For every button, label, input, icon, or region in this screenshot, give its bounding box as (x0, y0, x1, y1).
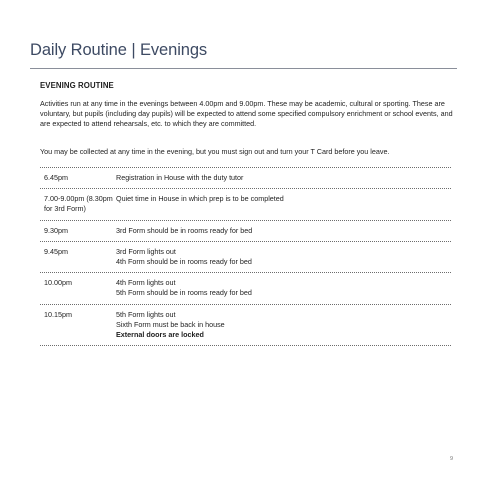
schedule-description-line: Quiet time in House in which prep is to be completed (116, 194, 284, 204)
schedule-description (116, 310, 451, 341)
schedule-description-line: 4th Form should be in rooms ready for bed (116, 257, 252, 267)
schedule-description-line: Registration in House with the duty tutor (116, 173, 244, 182)
schedule-description (116, 226, 451, 236)
schedule-description (116, 247, 451, 267)
schedule-time: 9.30pm (44, 225, 68, 235)
schedule-description-line: 3rd Form lights out (116, 246, 176, 256)
schedule-time: 10.15pm (44, 309, 72, 319)
schedule-table (40, 167, 451, 346)
schedule-description-line: 5th Form should be in rooms ready for bed (116, 288, 252, 298)
schedule-description-line: External doors are locked (116, 330, 204, 340)
schedule-row (40, 242, 451, 273)
schedule-description-line: 5th Form lights out (116, 309, 176, 319)
schedule-description-line: 4th Form lights out (116, 278, 176, 288)
schedule-description-line: Sixth Form must be back in house (116, 319, 225, 329)
schedule-description (116, 173, 451, 183)
schedule-time: 6.45pm (44, 173, 68, 182)
schedule-row (40, 189, 451, 220)
schedule-description (116, 278, 451, 298)
collection-paragraph: You may be collected at any time in the evening, but you must sign out and turn your T Card before you leave. (40, 147, 390, 156)
schedule-time: 7.00-9.00pm (8.30pm for 3rd Form) (44, 194, 113, 214)
schedule-row (40, 273, 451, 304)
page-number: 9 (450, 456, 454, 462)
schedule-row (40, 221, 451, 242)
intro-paragraph: Activities run at any time in the evenings between 4.00pm and 9.00pm. These may be academic, cultural or sporting. These are voluntary, but pupils (including day pupils) will be expected to attend some specified compulsory enrichment or school events, and are expected to attend rehearsals, etc. to which they are committed. (40, 99, 453, 129)
schedule-row (40, 168, 451, 189)
schedule-row (40, 305, 451, 347)
schedule-description-line: 3rd Form should be in rooms ready for bed (116, 225, 253, 235)
title-divider (30, 68, 457, 69)
page-title: Daily Routine | Evenings (30, 41, 208, 59)
schedule-time: 9.45pm (44, 246, 68, 256)
section-heading: EVENING ROUTINE (40, 81, 114, 90)
schedule-description (116, 194, 451, 214)
schedule-time: 10.00pm (44, 278, 72, 288)
